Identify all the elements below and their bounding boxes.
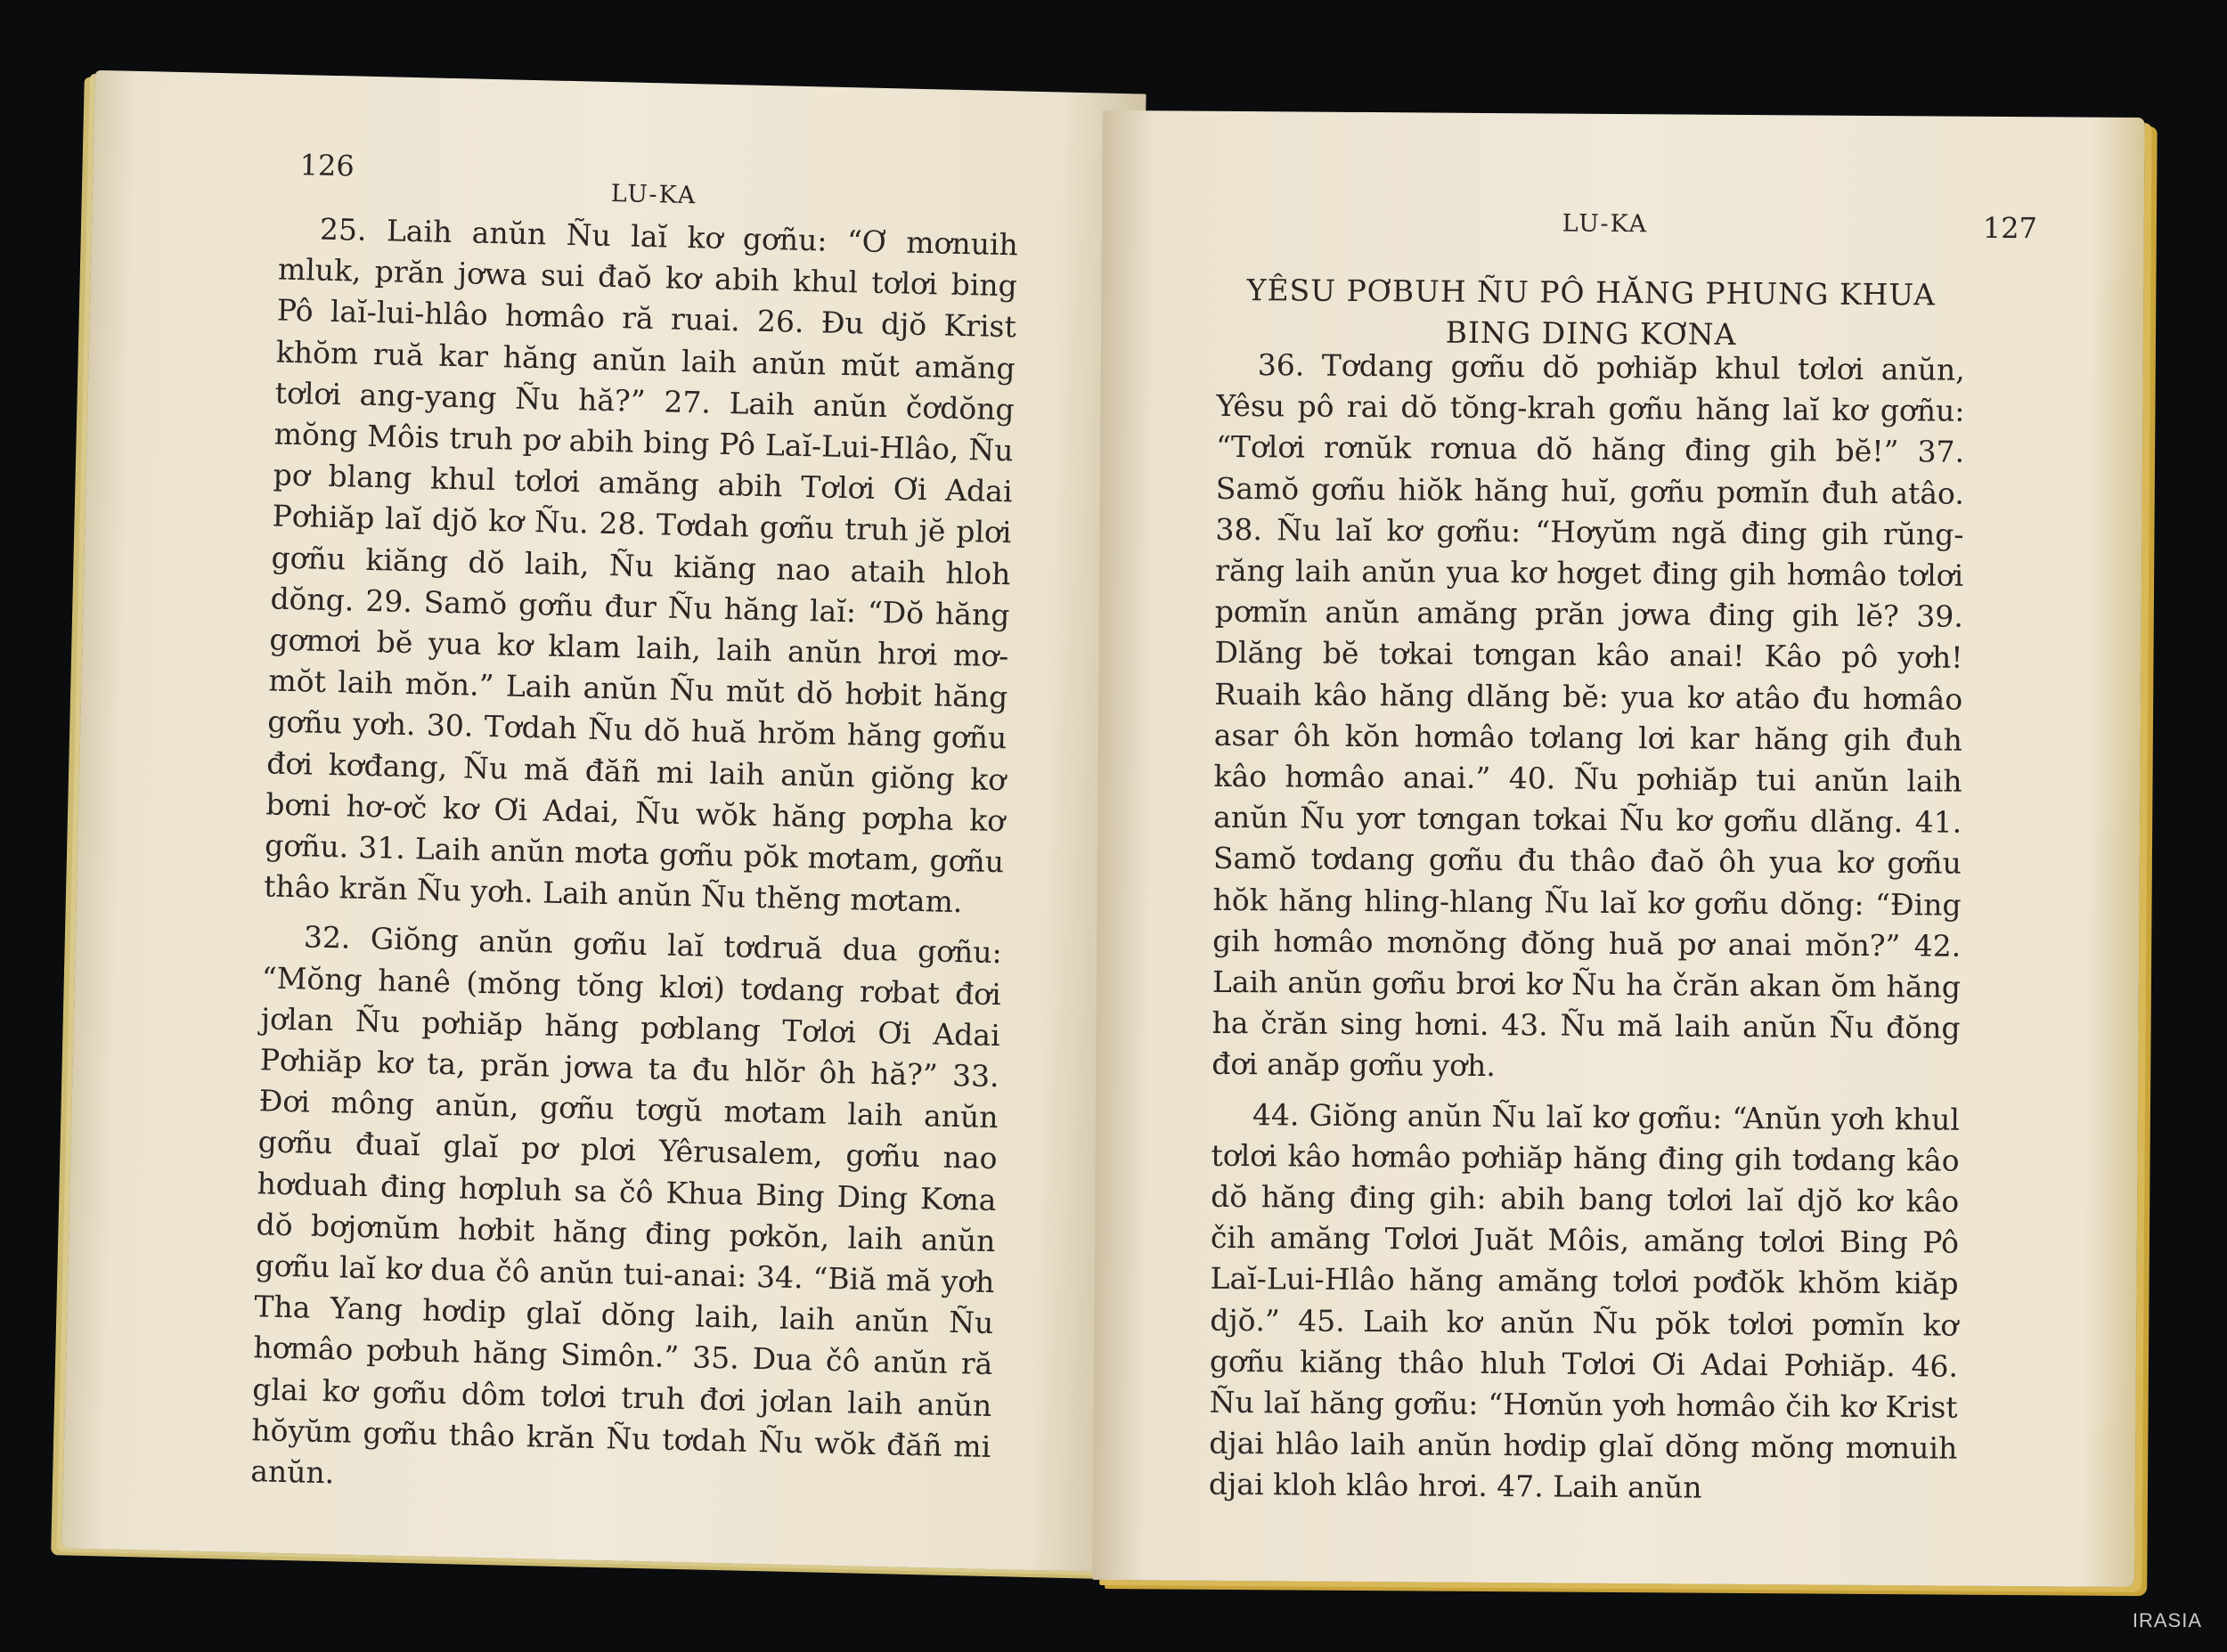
paragraph: 44. Giŏng anŭn Ñu laĭ kơ gơñu: “Anŭn yơh khul tơlơi kâo hơmâo pơhiăp hăng đing gih tơdang kâo dŏ hăng đing gih: abih bang tơlơi laĭ djŏ kơ kâo čih amăng Tơlơi Juăt Môis, amăng tơlơi Bing Pô Laĭ-Lui-Hlâo hăng amăng tơlơi pơđŏk khŏm kiăp djŏ.” 45. Laih kơ anŭn Ñu pŏk tơlơi pơmĭn kơ gơñu kiăng thâo hluh Tơlơi Ơi Adai Pơhiăp. 46. Ñu laĭ hăng gơñu: “Hơnŭn yơh hơmâo čih kơ Krist djai hlâo laih anŭn hơdip glaĭ dŏng mŏng mơnuih djai kloh klâo hrơi. 47. Laih anŭn bbox=[1208, 1096, 1961, 1506]
page-number: 126 bbox=[299, 148, 355, 183]
section-heading bbox=[1217, 270, 1966, 357]
section-heading-line: YÊSU PƠBUH ÑU PÔ HĂNG PHUNG KHUA bbox=[1246, 273, 1937, 313]
section-heading-line: BING DING KƠNA bbox=[1445, 314, 1737, 352]
page-number: 127 bbox=[1982, 210, 2038, 246]
page-text bbox=[250, 208, 1019, 1510]
left-page bbox=[61, 70, 1146, 1572]
running-head: LU-KA bbox=[1562, 209, 1649, 239]
paragraph: 36. Tơdang gơñu dŏ pơhiăp khul tơlơi anŭn, Yêsu pô rai dŏ tŏng-krah gơñu hăng laĭ kơ gơñu: “Tơlơi rơnŭk rơnua dŏ hăng đing gih bĕ!” 37. Samŏ gơñu hiŏk hăng huĭ, gơñu pơmĭn đuh atâo. 38. Ñu laĭ kơ gơñu: “Hơyŭm ngă đing gih rŭng-răng laih anŭn yua kơ hơget đing gih hơmâo tơlơi pơmĭn anŭn amăng prăn jơwa đing gih lĕ? 39. Dlăng bĕ tơkai tơngan kâo anai! Kâo pô yơh! Ruaih kâo hăng dlăng bĕ: yua kơ atâo đu hơmâo asar ôh kŏn hơmâo tơlang lơi kar hăng gih đuh kâo hơmâo anai.” 40. Ñu pơhiăp tui anŭn laih anŭn Ñu yơr tơngan tơkai Ñu kơ gơñu dlăng. 41. Samŏ tơdang gơñu đu thâo đaŏ ôh yua kơ gơñu hŏk hăng hling-hlang Ñu laĭ kơ gơñu dŏng: “Đing gih hơmâo mơnŏng đŏng huă pơ anai mŏn?” 42. Laih anŭn gơñu brơi kơ Ñu ha črăn akan ŏm hăng ha črăn sing hơni. 43. Ñu mă laih anŭn Ñu đŏng đơi anăp gơñu yơh. bbox=[1211, 347, 1965, 1084]
right-page bbox=[1092, 110, 2144, 1587]
watermark: IRASIA bbox=[2132, 1609, 2202, 1632]
paragraph: 32. Giŏng anŭn gơñu laĭ tơdruă dua gơñu: “Mŏng hanê (mŏng tŏng klơi) tơdang rơbat đơi jơlan Ñu pơhiăp hăng pơblang Tơlơi Ơi Adai Pơhiăp kơ ta, prăn jơwa ta đu hlŏr ôh hă?” 33. Đơi mông anŭn, gơñu tơgŭ mơtam laih anŭn gơñu đuaĭ glaĭ pơ plơi Yêrusalem, gơñu nao hơduah đing hơpluh sa čô Khua Bing Ding Kơna dŏ bơjơnŭm hơbit hăng đing pơkŏn, laih anŭn gơñu laĭ kơ dua čô anŭn tui-anai: 34. “Biă mă yơh Tha Yang hơdip glaĭ dŏng laih, laih anŭn Ñu hơmâo pơbuh hăng Simôn.” 35. Dua čô anŭn ră glai kơ gơñu dôm tơlơi truh đơi jơlan laih anŭn hŏyŭm gơñu thâo krăn Ñu tơdah Ñu wŏk đăñ mi anŭn. bbox=[249, 919, 1003, 1491]
page-text bbox=[1209, 345, 1965, 1511]
running-head: LU-KA bbox=[610, 179, 697, 210]
paragraph: 25. Laih anŭn Ñu laĭ kơ gơñu: “Ơ mơnuih mluk, prăn jơwa sui đaŏ kơ abih khul tơlơi bing Pô laĭ-lui-hlâo hơmâo ră ruai. 26. Đu djŏ Krist khŏm ruă kar hăng anŭn laih anŭn mŭt amăng tơlơi ang-yang Ñu hă?” 27. Laih anŭn čơdŏng mŏng Môis truh pơ abih bing Pô Laĭ-Lui-Hlâo, Ñu pơ blang khul tơlơi amăng abih Tơlơi Ơi Adai Pơhiăp laĭ djŏ kơ Ñu. 28. Tơdah gơñu truh jĕ plơi gơñu kiăng dŏ laih, Ñu kiăng nao ataih hloh dŏng. 29. Samŏ gơñu đur Ñu hăng laĭ: “Dŏ hăng gơmơi bĕ yua kơ klam laih, laih anŭn hrơi mơ-mŏt laih mŏn.” Laih anŭn Ñu mŭt dŏ hơbit hăng gơñu yơh. 30. Tơdah Ñu dŏ huă hrŏm hăng gơñu đơi kơđang, Ñu mă đăñ mi laih anŭn giŏng kơ bơni hơ-ơč kơ Ơi Adai, Ñu wŏk hăng pơpha kơ gơñu. 31. Laih anŭn mơta gơñu pŏk mơtam, gơñu thâo krăn Ñu yơh. Laih anŭn Ñu thĕng mơtam. bbox=[263, 211, 1019, 920]
